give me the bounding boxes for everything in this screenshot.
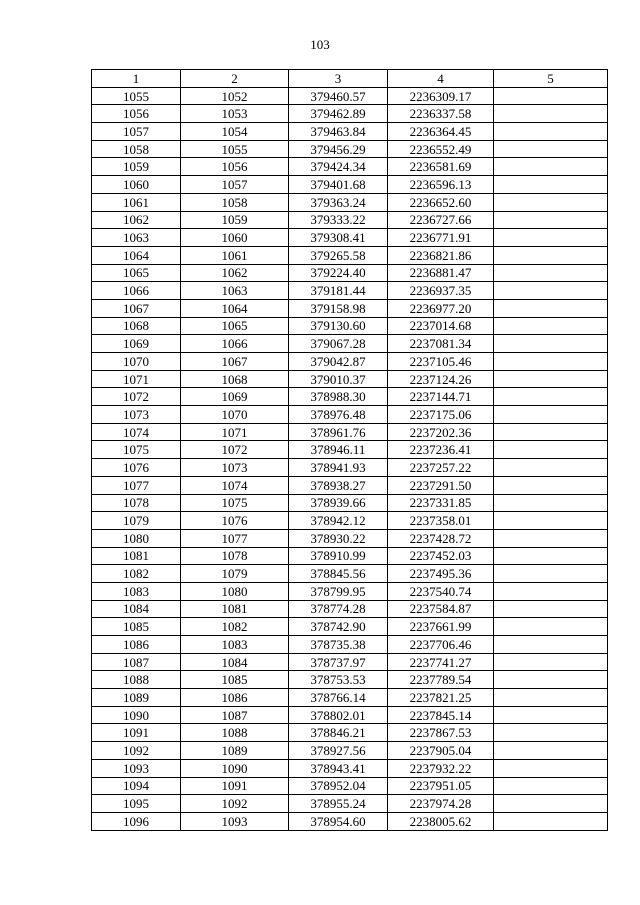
note-cell — [494, 459, 608, 477]
point-number-cell: 1079 — [92, 512, 181, 530]
point-number-cell: 1062 — [92, 211, 181, 229]
x-coordinate-cell: 378939.66 — [289, 494, 388, 512]
reference-number-cell: 1055 — [181, 140, 289, 158]
table-row — [92, 812, 608, 830]
x-coordinate-cell: 378938.27 — [289, 476, 388, 494]
y-coordinate-cell: 2237124.26 — [388, 370, 494, 388]
reference-number-cell: 1086 — [181, 689, 289, 707]
reference-number-cell: 1059 — [181, 211, 289, 229]
column-header-5: 5 — [494, 70, 608, 88]
y-coordinate-cell: 2237932.22 — [388, 759, 494, 777]
reference-number-cell: 1070 — [181, 406, 289, 424]
reference-number-cell: 1057 — [181, 176, 289, 194]
y-coordinate-cell: 2237905.04 — [388, 742, 494, 760]
table-row — [92, 317, 608, 335]
table-header-row — [92, 70, 608, 88]
y-coordinate-cell: 2236977.20 — [388, 299, 494, 317]
y-coordinate-cell: 2237845.14 — [388, 706, 494, 724]
point-number-cell: 1086 — [92, 636, 181, 654]
point-number-cell: 1068 — [92, 317, 181, 335]
point-number-cell: 1064 — [92, 246, 181, 264]
point-number-cell: 1075 — [92, 441, 181, 459]
y-coordinate-cell: 2236937.35 — [388, 282, 494, 300]
table-row — [92, 353, 608, 371]
note-cell — [494, 335, 608, 353]
table-row — [92, 406, 608, 424]
note-cell — [494, 246, 608, 264]
y-coordinate-cell: 2237358.01 — [388, 512, 494, 530]
point-number-cell: 1074 — [92, 423, 181, 441]
note-cell — [494, 476, 608, 494]
note-cell — [494, 636, 608, 654]
x-coordinate-cell: 379333.22 — [289, 211, 388, 229]
y-coordinate-cell: 2237236.41 — [388, 441, 494, 459]
x-coordinate-cell: 379010.37 — [289, 370, 388, 388]
note-cell — [494, 565, 608, 583]
x-coordinate-cell: 378961.76 — [289, 423, 388, 441]
note-cell — [494, 582, 608, 600]
table-row — [92, 87, 608, 105]
table-row — [92, 459, 608, 477]
note-cell — [494, 441, 608, 459]
x-coordinate-cell: 379042.87 — [289, 353, 388, 371]
reference-number-cell: 1053 — [181, 105, 289, 123]
note-cell — [494, 299, 608, 317]
x-coordinate-cell: 379456.29 — [289, 140, 388, 158]
reference-number-cell: 1071 — [181, 423, 289, 441]
reference-number-cell: 1063 — [181, 282, 289, 300]
note-cell — [494, 812, 608, 830]
table-row — [92, 706, 608, 724]
table-row — [92, 759, 608, 777]
note-cell — [494, 529, 608, 547]
note-cell — [494, 777, 608, 795]
point-number-cell: 1084 — [92, 600, 181, 618]
table-row — [92, 229, 608, 247]
x-coordinate-cell: 378802.01 — [289, 706, 388, 724]
point-number-cell: 1095 — [92, 795, 181, 813]
table-row — [92, 653, 608, 671]
x-coordinate-cell: 378988.30 — [289, 388, 388, 406]
point-number-cell: 1066 — [92, 282, 181, 300]
reference-number-cell: 1054 — [181, 123, 289, 141]
x-coordinate-cell: 378941.93 — [289, 459, 388, 477]
y-coordinate-cell: 2237540.74 — [388, 582, 494, 600]
point-number-cell: 1092 — [92, 742, 181, 760]
reference-number-cell: 1093 — [181, 812, 289, 830]
note-cell — [494, 547, 608, 565]
coordinates-table — [91, 69, 608, 831]
reference-number-cell: 1084 — [181, 653, 289, 671]
note-cell — [494, 653, 608, 671]
y-coordinate-cell: 2237821.25 — [388, 689, 494, 707]
point-number-cell: 1077 — [92, 476, 181, 494]
reference-number-cell: 1082 — [181, 618, 289, 636]
reference-number-cell: 1085 — [181, 671, 289, 689]
table-row — [92, 582, 608, 600]
y-coordinate-cell: 2237144.71 — [388, 388, 494, 406]
note-cell — [494, 671, 608, 689]
x-coordinate-cell: 379265.58 — [289, 246, 388, 264]
reference-number-cell: 1089 — [181, 742, 289, 760]
point-number-cell: 1073 — [92, 406, 181, 424]
point-number-cell: 1057 — [92, 123, 181, 141]
note-cell — [494, 406, 608, 424]
reference-number-cell: 1091 — [181, 777, 289, 795]
column-header-4: 4 — [388, 70, 494, 88]
column-header-3: 3 — [289, 70, 388, 88]
point-number-cell: 1056 — [92, 105, 181, 123]
x-coordinate-cell: 379308.41 — [289, 229, 388, 247]
note-cell — [494, 618, 608, 636]
y-coordinate-cell: 2237257.22 — [388, 459, 494, 477]
point-number-cell: 1096 — [92, 812, 181, 830]
table-row — [92, 529, 608, 547]
y-coordinate-cell: 2237331.85 — [388, 494, 494, 512]
reference-number-cell: 1058 — [181, 193, 289, 211]
note-cell — [494, 370, 608, 388]
reference-number-cell: 1061 — [181, 246, 289, 264]
reference-number-cell: 1069 — [181, 388, 289, 406]
note-cell — [494, 105, 608, 123]
x-coordinate-cell: 378766.14 — [289, 689, 388, 707]
table-row — [92, 299, 608, 317]
table-row — [92, 388, 608, 406]
x-coordinate-cell: 379424.34 — [289, 158, 388, 176]
note-cell — [494, 742, 608, 760]
y-coordinate-cell: 2236581.69 — [388, 158, 494, 176]
note-cell — [494, 211, 608, 229]
reference-number-cell: 1092 — [181, 795, 289, 813]
table-row — [92, 335, 608, 353]
point-number-cell: 1063 — [92, 229, 181, 247]
point-number-cell: 1072 — [92, 388, 181, 406]
y-coordinate-cell: 2237428.72 — [388, 529, 494, 547]
table-body — [92, 87, 608, 830]
x-coordinate-cell: 378930.22 — [289, 529, 388, 547]
point-number-cell: 1058 — [92, 140, 181, 158]
reference-number-cell: 1074 — [181, 476, 289, 494]
point-number-cell: 1078 — [92, 494, 181, 512]
note-cell — [494, 388, 608, 406]
reference-number-cell: 1087 — [181, 706, 289, 724]
point-number-cell: 1065 — [92, 264, 181, 282]
point-number-cell: 1091 — [92, 724, 181, 742]
point-number-cell: 1080 — [92, 529, 181, 547]
y-coordinate-cell: 2236881.47 — [388, 264, 494, 282]
reference-number-cell: 1079 — [181, 565, 289, 583]
column-header-2: 2 — [181, 70, 289, 88]
point-number-cell: 1090 — [92, 706, 181, 724]
table-row — [92, 671, 608, 689]
x-coordinate-cell: 378774.28 — [289, 600, 388, 618]
y-coordinate-cell: 2237951.05 — [388, 777, 494, 795]
x-coordinate-cell: 379401.68 — [289, 176, 388, 194]
table-row — [92, 441, 608, 459]
y-coordinate-cell: 2237452.03 — [388, 547, 494, 565]
reference-number-cell: 1060 — [181, 229, 289, 247]
point-number-cell: 1076 — [92, 459, 181, 477]
note-cell — [494, 689, 608, 707]
x-coordinate-cell: 378954.60 — [289, 812, 388, 830]
reference-number-cell: 1065 — [181, 317, 289, 335]
x-coordinate-cell: 378846.21 — [289, 724, 388, 742]
point-number-cell: 1089 — [92, 689, 181, 707]
y-coordinate-cell: 2238005.62 — [388, 812, 494, 830]
table-row — [92, 795, 608, 813]
reference-number-cell: 1090 — [181, 759, 289, 777]
point-number-cell: 1059 — [92, 158, 181, 176]
point-number-cell: 1094 — [92, 777, 181, 795]
note-cell — [494, 176, 608, 194]
table-row — [92, 423, 608, 441]
y-coordinate-cell: 2237789.54 — [388, 671, 494, 689]
table-row — [92, 547, 608, 565]
table-row — [92, 777, 608, 795]
table-row — [92, 140, 608, 158]
table-row — [92, 211, 608, 229]
table-row — [92, 565, 608, 583]
y-coordinate-cell: 2237584.87 — [388, 600, 494, 618]
point-number-cell: 1061 — [92, 193, 181, 211]
y-coordinate-cell: 2236337.58 — [388, 105, 494, 123]
reference-number-cell: 1068 — [181, 370, 289, 388]
y-coordinate-cell: 2236309.17 — [388, 87, 494, 105]
note-cell — [494, 123, 608, 141]
table-row — [92, 636, 608, 654]
x-coordinate-cell: 378955.24 — [289, 795, 388, 813]
x-coordinate-cell: 378952.04 — [289, 777, 388, 795]
column-header-1: 1 — [92, 70, 181, 88]
table-row — [92, 742, 608, 760]
table-row — [92, 600, 608, 618]
point-number-cell: 1082 — [92, 565, 181, 583]
y-coordinate-cell: 2237291.50 — [388, 476, 494, 494]
y-coordinate-cell: 2236821.86 — [388, 246, 494, 264]
reference-number-cell: 1056 — [181, 158, 289, 176]
note-cell — [494, 600, 608, 618]
x-coordinate-cell: 378943.41 — [289, 759, 388, 777]
reference-number-cell: 1062 — [181, 264, 289, 282]
table-row — [92, 724, 608, 742]
note-cell — [494, 759, 608, 777]
table-row — [92, 282, 608, 300]
note-cell — [494, 706, 608, 724]
point-number-cell: 1087 — [92, 653, 181, 671]
x-coordinate-cell: 379181.44 — [289, 282, 388, 300]
point-number-cell: 1055 — [92, 87, 181, 105]
note-cell — [494, 512, 608, 530]
table-row — [92, 689, 608, 707]
table-row — [92, 618, 608, 636]
table-row — [92, 158, 608, 176]
table-row — [92, 264, 608, 282]
y-coordinate-cell: 2237175.06 — [388, 406, 494, 424]
point-number-cell: 1081 — [92, 547, 181, 565]
note-cell — [494, 423, 608, 441]
point-number-cell: 1088 — [92, 671, 181, 689]
y-coordinate-cell: 2237974.28 — [388, 795, 494, 813]
x-coordinate-cell: 378742.90 — [289, 618, 388, 636]
note-cell — [494, 494, 608, 512]
note-cell — [494, 229, 608, 247]
point-number-cell: 1069 — [92, 335, 181, 353]
x-coordinate-cell: 379462.89 — [289, 105, 388, 123]
x-coordinate-cell: 379463.84 — [289, 123, 388, 141]
note-cell — [494, 795, 608, 813]
y-coordinate-cell: 2237202.36 — [388, 423, 494, 441]
x-coordinate-cell: 379224.40 — [289, 264, 388, 282]
y-coordinate-cell: 2237105.46 — [388, 353, 494, 371]
table-row — [92, 123, 608, 141]
x-coordinate-cell: 378753.53 — [289, 671, 388, 689]
table-row — [92, 176, 608, 194]
x-coordinate-cell: 378976.48 — [289, 406, 388, 424]
x-coordinate-cell: 378799.95 — [289, 582, 388, 600]
y-coordinate-cell: 2236552.49 — [388, 140, 494, 158]
note-cell — [494, 724, 608, 742]
reference-number-cell: 1075 — [181, 494, 289, 512]
note-cell — [494, 193, 608, 211]
reference-number-cell: 1088 — [181, 724, 289, 742]
x-coordinate-cell: 379460.57 — [289, 87, 388, 105]
x-coordinate-cell: 379130.60 — [289, 317, 388, 335]
table-row — [92, 193, 608, 211]
y-coordinate-cell: 2236596.13 — [388, 176, 494, 194]
reference-number-cell: 1073 — [181, 459, 289, 477]
table-row — [92, 476, 608, 494]
y-coordinate-cell: 2237081.34 — [388, 335, 494, 353]
table-row — [92, 494, 608, 512]
point-number-cell: 1085 — [92, 618, 181, 636]
x-coordinate-cell: 379363.24 — [289, 193, 388, 211]
point-number-cell: 1071 — [92, 370, 181, 388]
y-coordinate-cell: 2237867.53 — [388, 724, 494, 742]
reference-number-cell: 1081 — [181, 600, 289, 618]
reference-number-cell: 1067 — [181, 353, 289, 371]
x-coordinate-cell: 379067.28 — [289, 335, 388, 353]
reference-number-cell: 1066 — [181, 335, 289, 353]
note-cell — [494, 264, 608, 282]
x-coordinate-cell: 378845.56 — [289, 565, 388, 583]
y-coordinate-cell: 2236652.60 — [388, 193, 494, 211]
x-coordinate-cell: 378946.11 — [289, 441, 388, 459]
y-coordinate-cell: 2237495.36 — [388, 565, 494, 583]
x-coordinate-cell: 379158.98 — [289, 299, 388, 317]
reference-number-cell: 1077 — [181, 529, 289, 547]
point-number-cell: 1083 — [92, 582, 181, 600]
note-cell — [494, 140, 608, 158]
point-number-cell: 1060 — [92, 176, 181, 194]
y-coordinate-cell: 2236771.91 — [388, 229, 494, 247]
reference-number-cell: 1078 — [181, 547, 289, 565]
y-coordinate-cell: 2237661.99 — [388, 618, 494, 636]
table-row — [92, 105, 608, 123]
reference-number-cell: 1080 — [181, 582, 289, 600]
note-cell — [494, 87, 608, 105]
table-row — [92, 370, 608, 388]
note-cell — [494, 158, 608, 176]
y-coordinate-cell: 2237741.27 — [388, 653, 494, 671]
y-coordinate-cell: 2236727.66 — [388, 211, 494, 229]
x-coordinate-cell: 378942.12 — [289, 512, 388, 530]
reference-number-cell: 1052 — [181, 87, 289, 105]
y-coordinate-cell: 2237014.68 — [388, 317, 494, 335]
reference-number-cell: 1076 — [181, 512, 289, 530]
note-cell — [494, 282, 608, 300]
note-cell — [494, 353, 608, 371]
table-row — [92, 246, 608, 264]
x-coordinate-cell: 378735.38 — [289, 636, 388, 654]
point-number-cell: 1067 — [92, 299, 181, 317]
point-number-cell: 1093 — [92, 759, 181, 777]
x-coordinate-cell: 378910.99 — [289, 547, 388, 565]
page-number: 103 — [310, 37, 330, 52]
reference-number-cell: 1083 — [181, 636, 289, 654]
note-cell — [494, 317, 608, 335]
reference-number-cell: 1072 — [181, 441, 289, 459]
table-row — [92, 512, 608, 530]
y-coordinate-cell: 2236364.45 — [388, 123, 494, 141]
y-coordinate-cell: 2237706.46 — [388, 636, 494, 654]
x-coordinate-cell: 378927.56 — [289, 742, 388, 760]
reference-number-cell: 1064 — [181, 299, 289, 317]
x-coordinate-cell: 378737.97 — [289, 653, 388, 671]
point-number-cell: 1070 — [92, 353, 181, 371]
